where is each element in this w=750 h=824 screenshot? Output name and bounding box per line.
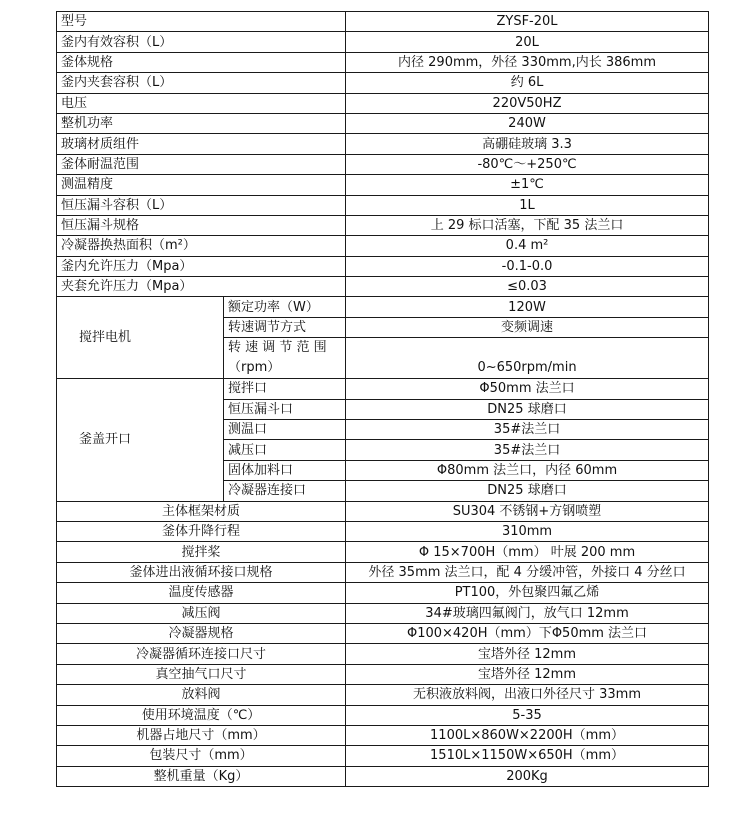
spec-label: 搅拌桨 [57,542,346,562]
spec-row [57,215,709,235]
lid-openings-value: DN25 球磨口 [346,399,709,419]
stirring-motor-row [57,297,709,317]
spec-label: 型号 [57,12,346,32]
spec-row [57,521,709,541]
spec-value: 20L [346,32,709,52]
stirring-motor-label: 转速调节方式 [224,317,346,337]
spec-row [57,236,709,256]
spec-label: 冷凝器换热面积（m²） [57,236,346,256]
spec-label: 冷凝器循环连接口尺寸 [57,644,346,664]
spec-value: -80℃～+250℃ [346,154,709,174]
spec-value: 220V50HZ [346,93,709,113]
lid-openings-label: 减压口 [224,440,346,460]
stirring-motor-group-label: 搅拌电机 [57,297,224,379]
spec-row [57,725,709,745]
spec-label: 包装尺寸（mm） [57,746,346,766]
stirring-motor-value: 变频调速 [346,317,709,337]
spec-row [57,134,709,154]
spec-value: 310mm [346,521,709,541]
spec-label: 真空抽气口尺寸 [57,664,346,684]
spec-row [57,175,709,195]
spec-label: 釜内有效容积（L） [57,32,346,52]
spec-row [57,113,709,133]
spec-value: PT100，外包聚四氟乙烯 [346,583,709,603]
spec-value: 宝塔外径 12mm [346,664,709,684]
spec-row [57,766,709,786]
spec-value: 0.4 m² [346,236,709,256]
spec-label: 机器占地尺寸（mm） [57,725,346,745]
stirring-motor-label: 额定功率（W） [224,297,346,317]
spec-label: 主体框架材质 [57,501,346,521]
lid-openings-value: 35#法兰口 [346,420,709,440]
spec-value: 无积液放料阀，出液口外径尺寸 33mm [346,685,709,705]
spec-row [57,154,709,174]
spec-row [57,685,709,705]
spec-row [57,12,709,32]
spec-table-body [57,12,709,787]
lid-openings-label: 恒压漏斗口 [224,399,346,419]
spec-label: 釜内允许压力（Mpa） [57,256,346,276]
spec-value: 240W [346,113,709,133]
lid-openings-value: 35#法兰口 [346,440,709,460]
spec-label: 整机重量（Kg） [57,766,346,786]
spec-row [57,52,709,72]
spec-value: 1L [346,195,709,215]
spec-row [57,501,709,521]
spec-value: 内径 290mm，外径 330mm,内长 386mm [346,52,709,72]
spec-value: ZYSF-20L [346,12,709,32]
spec-row [57,73,709,93]
spec-row [57,277,709,297]
lid-openings-label: 测温口 [224,420,346,440]
spec-row [57,562,709,582]
spec-value: 1100L×860W×2200H（mm） [346,725,709,745]
lid-openings-value: Φ80mm 法兰口，内径 60mm [346,460,709,480]
spec-row [57,705,709,725]
spec-row [57,195,709,215]
spec-label: 恒压漏斗规格 [57,215,346,235]
spec-value: 高硼硅玻璃 3.3 [346,134,709,154]
stirring-motor-value: 0~650rpm/min [346,338,709,379]
spec-label: 电压 [57,93,346,113]
spec-label: 釜体进出液循环接口规格 [57,562,346,582]
spec-value: 200Kg [346,766,709,786]
spec-label: 恒压漏斗容积（L） [57,195,346,215]
spec-label: 整机功率 [57,113,346,133]
spec-value: Φ 15×700H（mm） 叶展 200 mm [346,542,709,562]
spec-label: 釜体升降行程 [57,521,346,541]
spec-row [57,32,709,52]
spec-row [57,583,709,603]
spec-label: 温度传感器 [57,583,346,603]
spec-row [57,542,709,562]
lid-openings-label: 冷凝器连接口 [224,481,346,501]
spec-label: 釜体耐温范围 [57,154,346,174]
lid-openings-value: DN25 球磨口 [346,481,709,501]
spec-table [56,11,709,787]
spec-value: 34#玻璃四氟阀门，放气口 12mm [346,603,709,623]
lid-openings-label: 固体加料口 [224,460,346,480]
spec-value: 1510L×1150W×650H（mm） [346,746,709,766]
spec-label: 测温精度 [57,175,346,195]
spec-label: 放料阀 [57,685,346,705]
spec-label: 冷凝器规格 [57,623,346,643]
spec-value: 上 29 标口活塞，下配 35 法兰口 [346,215,709,235]
spec-value: 宝塔外径 12mm [346,644,709,664]
spec-label: 釜内夹套容积（L） [57,73,346,93]
spec-value: Φ100×420H（mm）下Φ50mm 法兰口 [346,623,709,643]
lid-openings-label: 搅拌口 [224,379,346,399]
spec-label: 夹套允许压力（Mpa） [57,277,346,297]
spec-row [57,644,709,664]
spec-value: 外径 35mm 法兰口，配 4 分缓冲管，外接口 4 分丝口 [346,562,709,582]
spec-row [57,746,709,766]
lid-openings-group-label: 釜盖开口 [57,379,224,501]
spec-value: 约 6L [346,73,709,93]
stirring-motor-value: 120W [346,297,709,317]
lid-openings-row [57,379,709,399]
spec-row [57,623,709,643]
lid-openings-value: Φ50mm 法兰口 [346,379,709,399]
stirring-motor-label: 转 速 调 节 范 围 （rpm） [224,338,346,379]
spec-value: -0.1-0.0 [346,256,709,276]
spec-label: 减压阀 [57,603,346,623]
spec-row [57,603,709,623]
spec-label: 玻璃材质组件 [57,134,346,154]
spec-value: ±1℃ [346,175,709,195]
spec-value: 5-35 [346,705,709,725]
spec-label: 使用环境温度（℃） [57,705,346,725]
spec-row [57,256,709,276]
spec-row [57,664,709,684]
spec-value: ≤0.03 [346,277,709,297]
spec-label: 釜体规格 [57,52,346,72]
spec-row [57,93,709,113]
spec-value: SU304 不锈钢+方钢喷塑 [346,501,709,521]
